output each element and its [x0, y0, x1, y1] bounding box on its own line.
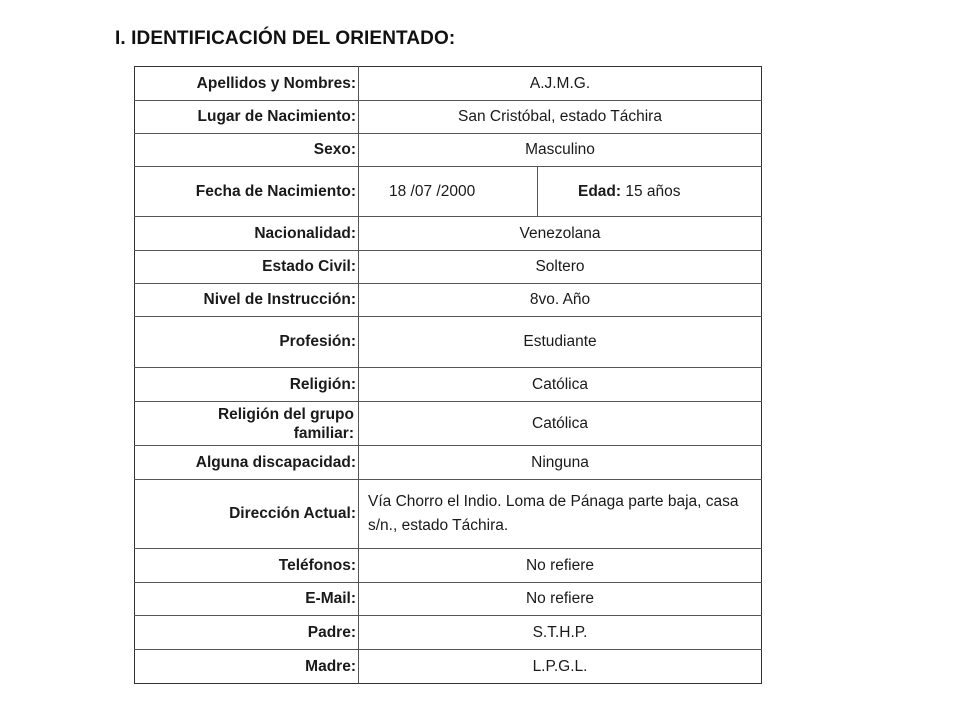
label-nacionalidad: Nacionalidad:: [135, 217, 359, 251]
label-lugar-nacimiento: Lugar de Nacimiento:: [135, 101, 359, 134]
row-religion: [135, 368, 762, 402]
value-lugar-nacimiento: San Cristóbal, estado Táchira: [359, 101, 762, 134]
label-nivel-instruccion: Nivel de Instrucción:: [135, 284, 359, 317]
row-padre: [135, 616, 762, 650]
value-direccion: Vía Chorro el Indio. Loma de Pánaga parte baja, casa s/n., estado Táchira.: [359, 480, 762, 549]
value-profesion: Estudiante: [359, 317, 762, 368]
row-telefonos: [135, 549, 762, 583]
label-estado-civil: Estado Civil:: [135, 251, 359, 284]
row-nivel-instruccion: [135, 284, 762, 317]
row-direccion: [135, 480, 762, 549]
value-nacionalidad: Venezolana: [359, 217, 762, 251]
value-email: No refiere: [359, 583, 762, 616]
label-edad: Edad:: [578, 182, 622, 200]
label-direccion: Dirección Actual:: [135, 480, 359, 549]
value-discapacidad: Ninguna: [359, 446, 762, 480]
label-madre: Madre:: [135, 650, 359, 684]
label-padre: Padre:: [135, 616, 359, 650]
identification-table: [134, 66, 762, 684]
value-edad: 15 años: [625, 182, 681, 200]
label-profesion: Profesión:: [135, 317, 359, 368]
label-religion: Religión:: [135, 368, 359, 402]
row-estado-civil: [135, 251, 762, 284]
label-email: E-Mail:: [135, 583, 359, 616]
label-telefonos: Teléfonos:: [135, 549, 359, 583]
row-religion-grupo-familiar: [135, 402, 762, 446]
label-sexo: Sexo:: [135, 134, 359, 167]
value-apellidos-nombres: A.J.M.G.: [359, 67, 762, 101]
row-nacionalidad: [135, 217, 762, 251]
cell-edad: [538, 167, 762, 217]
value-religion-grupo-familiar: Católica: [359, 402, 762, 446]
row-madre: [135, 650, 762, 684]
row-apellidos-nombres: [135, 67, 762, 101]
value-sexo: Masculino: [359, 134, 762, 167]
label-fecha-nacimiento: Fecha de Nacimiento:: [135, 167, 359, 217]
value-padre: S.T.H.P.: [359, 616, 762, 650]
section-title: I. IDENTIFICACIÓN DEL ORIENTADO:: [115, 28, 456, 49]
value-madre: L.P.G.L.: [359, 650, 762, 684]
label-apellidos-nombres: Apellidos y Nombres:: [135, 67, 359, 101]
label-religion-grupo-familiar: Religión del grupo familiar:: [217, 405, 354, 442]
row-fecha-nacimiento: [135, 167, 762, 217]
row-lugar-nacimiento: [135, 101, 762, 134]
cell-religion-grupo-familiar: [135, 402, 359, 446]
value-estado-civil: Soltero: [359, 251, 762, 284]
label-discapacidad: Alguna discapacidad:: [135, 446, 359, 480]
value-nivel-instruccion: 8vo. Año: [359, 284, 762, 317]
value-religion: Católica: [359, 368, 762, 402]
value-fecha-nacimiento: 18 /07 /2000: [359, 167, 538, 217]
row-sexo: [135, 134, 762, 167]
row-discapacidad: [135, 446, 762, 480]
value-telefonos: No refiere: [359, 549, 762, 583]
row-email: [135, 583, 762, 616]
row-profesion: [135, 317, 762, 368]
